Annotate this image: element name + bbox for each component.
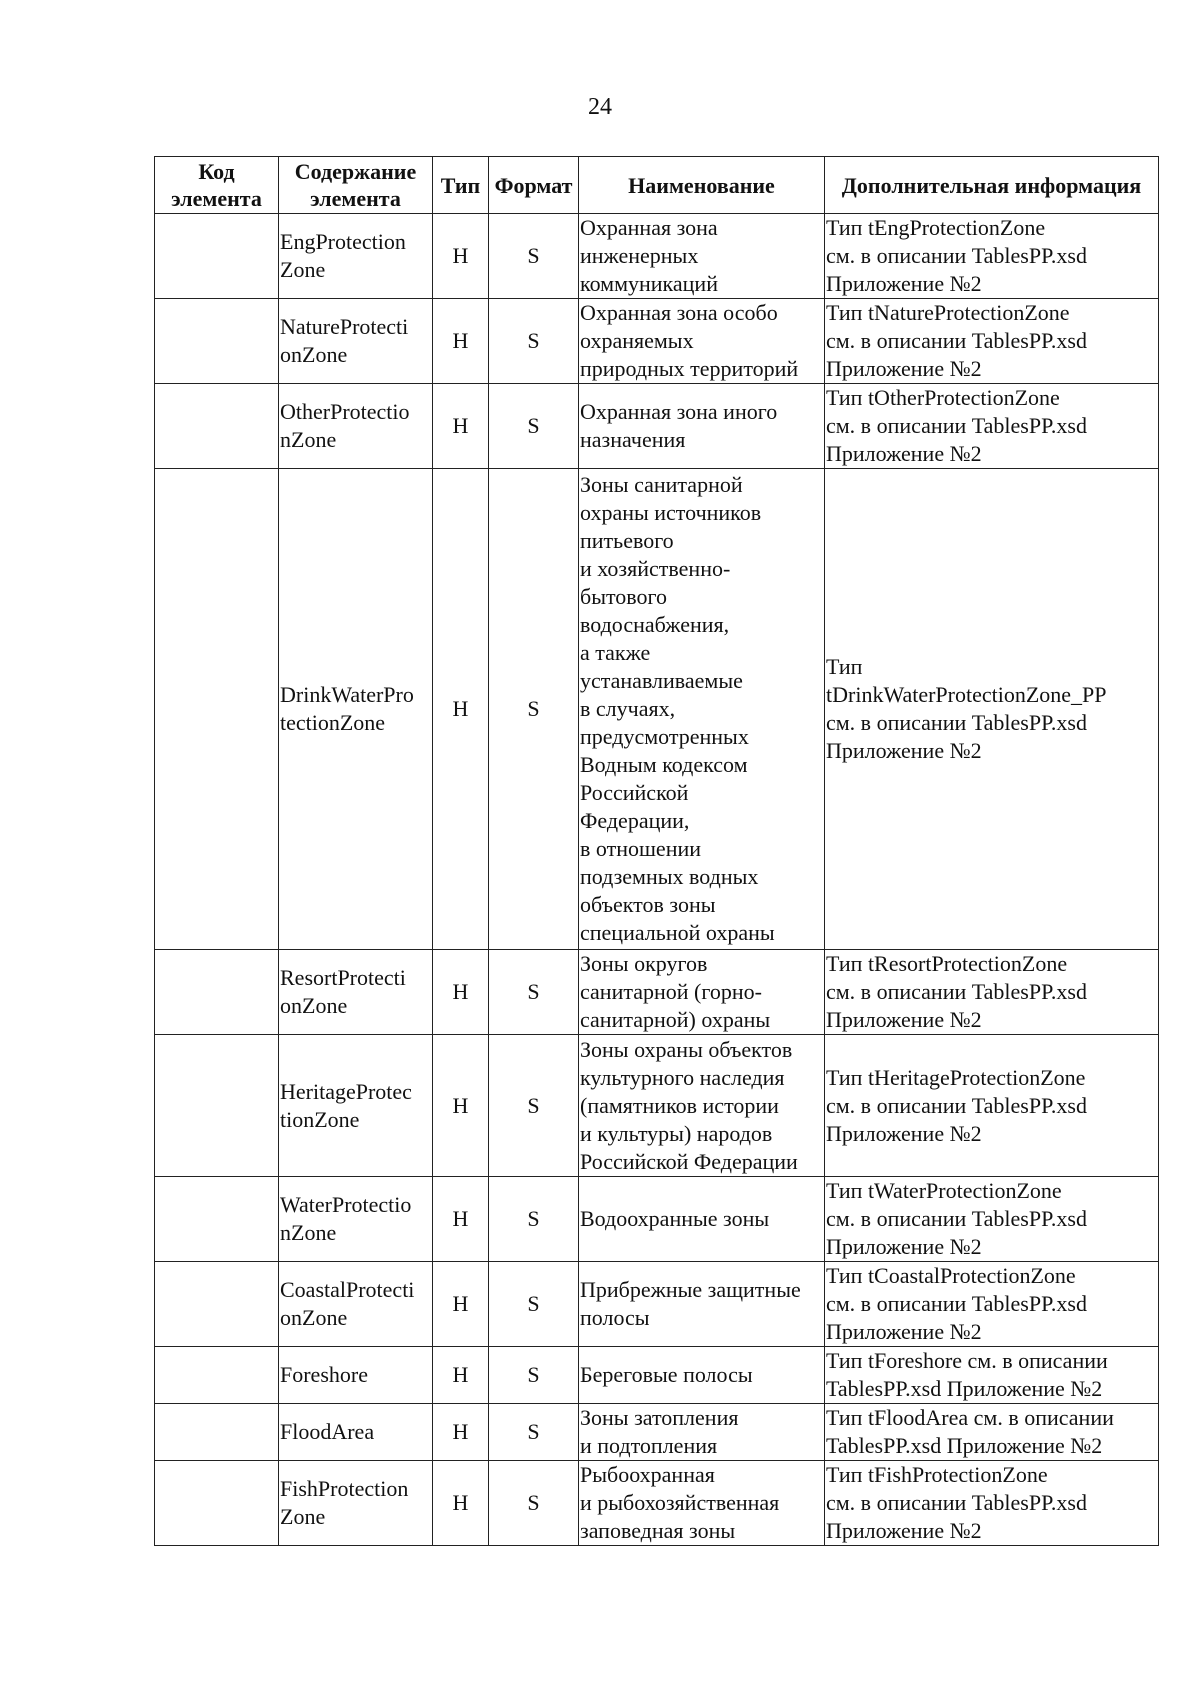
cell-type: Н [433,1404,489,1461]
cell-format: S [489,1177,579,1262]
cell-content: EngProtection Zone [279,214,433,299]
cell-format: S [489,1262,579,1347]
cell-name: Береговые полосы [579,1347,825,1404]
cell-info: Тип tOtherProtectionZone см. в описании TablesPP.xsd Приложение №2 [825,384,1159,469]
table-row [155,1262,1159,1347]
header-name: Наименование [579,157,825,214]
table-row [155,384,1159,469]
cell-name: Водоохранные зоны [579,1177,825,1262]
table-row [155,299,1159,384]
cell-code [155,299,279,384]
cell-content: WaterProtectio nZone [279,1177,433,1262]
cell-name: Прибрежные защитные полосы [579,1262,825,1347]
cell-format: S [489,469,579,950]
cell-format: S [489,1461,579,1546]
cell-format: S [489,299,579,384]
cell-code [155,1404,279,1461]
table-header [155,157,1159,214]
header-info: Дополнительная информация [825,157,1159,214]
cell-type: Н [433,1035,489,1177]
cell-type: Н [433,1262,489,1347]
cell-type: Н [433,1347,489,1404]
cell-info: Тип tFloodArea см. в описании TablesPP.xsd Приложение №2 [825,1404,1159,1461]
cell-info: Тип tWaterProtectionZone см. в описании TablesPP.xsd Приложение №2 [825,1177,1159,1262]
cell-name: Охранная зона иного назначения [579,384,825,469]
cell-info: Тип tCoastalProtectionZone см. в описании TablesPP.xsd Приложение №2 [825,1262,1159,1347]
cell-content: OtherProtectio nZone [279,384,433,469]
cell-content: Foreshore [279,1347,433,1404]
cell-info: Тип tEngProtectionZone см. в описании TablesPP.xsd Приложение №2 [825,214,1159,299]
cell-info: Тип tHeritageProtectionZone см. в описании TablesPP.xsd Приложение №2 [825,1035,1159,1177]
table-row [155,1177,1159,1262]
table-row [155,950,1159,1035]
cell-name: Зоны санитарной охраны источников питьевого и хозяйственно- бытового водоснабжения, а также устанавливаемые в случаях, предусмотренных Водным кодексом Российской Федерации, в отношении подземных водных объектов зоны специальной охраны [579,469,825,950]
cell-code [155,384,279,469]
cell-code [155,1347,279,1404]
table-row [155,1347,1159,1404]
cell-content: NatureProtecti onZone [279,299,433,384]
table-row [155,214,1159,299]
cell-info: Тип tResortProtectionZone см. в описании TablesPP.xsd Приложение №2 [825,950,1159,1035]
header-type: Тип [433,157,489,214]
cell-content: FloodArea [279,1404,433,1461]
cell-code [155,1035,279,1177]
cell-info: Тип tDrinkWaterProtectionZone_PP см. в описании TablesPP.xsd Приложение №2 [825,469,1159,950]
cell-name: Зоны затопления и подтопления [579,1404,825,1461]
table-body [155,214,1159,1546]
cell-name: Рыбоохранная и рыбохозяйственная заповедная зоны [579,1461,825,1546]
cell-type: Н [433,214,489,299]
table-row [155,1035,1159,1177]
cell-code [155,1461,279,1546]
cell-format: S [489,1035,579,1177]
header-content: Содержание элемента [279,157,433,214]
cell-code [155,950,279,1035]
element-table [154,156,1159,1546]
table-row [155,1461,1159,1546]
cell-type: Н [433,1461,489,1546]
header-code: Код элемента [155,157,279,214]
cell-type: Н [433,469,489,950]
cell-content: FishProtection Zone [279,1461,433,1546]
cell-name: Охранная зона инженерных коммуникаций [579,214,825,299]
cell-type: Н [433,299,489,384]
cell-content: CoastalProtecti onZone [279,1262,433,1347]
cell-format: S [489,1404,579,1461]
cell-code [155,1262,279,1347]
cell-info: Тип tFishProtectionZone см. в описании TablesPP.xsd Приложение №2 [825,1461,1159,1546]
cell-content: HeritageProtec tionZone [279,1035,433,1177]
header-format: Формат [489,157,579,214]
table-row [155,1404,1159,1461]
table-row [155,469,1159,950]
cell-name: Зоны охраны объектов культурного наследия (памятников истории и культуры) народов Российской Федерации [579,1035,825,1177]
cell-format: S [489,214,579,299]
cell-type: Н [433,384,489,469]
cell-code [155,469,279,950]
cell-name: Зоны округов санитарной (горно- санитарной) охраны [579,950,825,1035]
cell-code [155,1177,279,1262]
header-row [155,157,1159,214]
cell-content: DrinkWaterPro tectionZone [279,469,433,950]
page-number: 24 [588,94,612,120]
cell-format: S [489,950,579,1035]
cell-info: Тип tNatureProtectionZone см. в описании TablesPP.xsd Приложение №2 [825,299,1159,384]
cell-type: Н [433,950,489,1035]
cell-format: S [489,1347,579,1404]
cell-name: Охранная зона особо охраняемых природных территорий [579,299,825,384]
cell-info: Тип tForeshore см. в описании TablesPP.xsd Приложение №2 [825,1347,1159,1404]
cell-format: S [489,384,579,469]
cell-code [155,214,279,299]
cell-content: ResortProtecti onZone [279,950,433,1035]
cell-type: Н [433,1177,489,1262]
